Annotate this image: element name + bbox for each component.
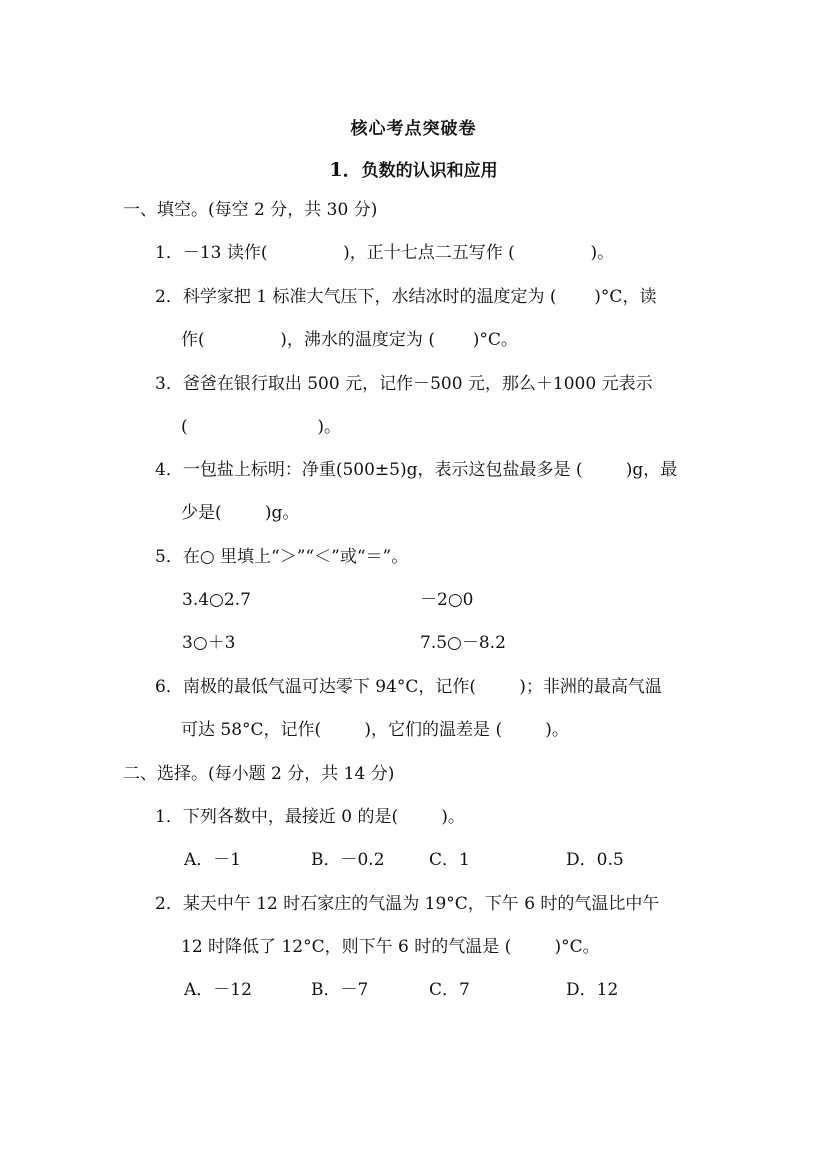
s2-q2-option-d: D．12 bbox=[566, 980, 619, 1000]
s1-question-2-line1: 2．科学家把 1 标准大气压下，水结冰时的温度定为 ( )°C，读 bbox=[155, 287, 657, 307]
s2-q2-option-b: B．－7 bbox=[311, 980, 369, 1000]
s2-question-1: 1．下列各数中，最接近 0 的是( )。 bbox=[155, 807, 465, 827]
s1-question-5-d: 7.5○－8.2 bbox=[420, 633, 506, 653]
s1-question-2-line2: 作( )，沸水的温度定为 ( )°C。 bbox=[181, 330, 518, 350]
s1-question-6-line1: 6．南极的最低气温可达零下 94°C，记作( )；非洲的最高气温 bbox=[155, 677, 662, 697]
s2-question-2-line1: 2．某天中午 12 时石家庄的气温为 19°C，下午 6 时的气温比中午 bbox=[155, 894, 660, 914]
s2-q2-option-c: C．7 bbox=[429, 980, 470, 1000]
s1-question-3-line2: ( )。 bbox=[181, 417, 341, 437]
s1-question-5-b: －2○0 bbox=[420, 590, 474, 610]
section2-heading: 二、选择。(每小题 2 分，共 14 分) bbox=[123, 764, 395, 784]
s1-question-1: 1．－13 读作( )，正十七点二五写作 ( )。 bbox=[155, 243, 615, 263]
s1-question-4-line1: 4．一包盐上标明：净重(500±5)g，表示这包盐最多是 ( )g，最 bbox=[155, 460, 678, 480]
s1-question-4-line2: 少是( )g。 bbox=[181, 503, 300, 523]
section1-heading: 一、填空。(每空 2 分，共 30 分) bbox=[123, 200, 378, 220]
subtitle-text: 负数的认识和应用 bbox=[361, 161, 498, 181]
s2-q1-option-a: A．－1 bbox=[184, 850, 242, 870]
s1-question-3-line1: 3．爸爸在银行取出 500 元，记作－500 元，那么＋1000 元表示 bbox=[155, 374, 653, 394]
s1-question-6-line2: 可达 58°C，记作( )，它们的温差是 ( )。 bbox=[181, 720, 569, 740]
exam-title: 核心考点突破卷 bbox=[350, 119, 477, 139]
exam-subtitle bbox=[0, 155, 827, 182]
s2-q2-option-a: A．－12 bbox=[184, 980, 252, 1000]
s2-q1-option-b: B．－0.2 bbox=[311, 850, 385, 870]
s2-q1-option-c: C．1 bbox=[429, 850, 470, 870]
s1-question-5-c: 3○＋3 bbox=[182, 633, 236, 653]
s2-q1-option-d: D．0.5 bbox=[566, 850, 624, 870]
subtitle-number: 1． bbox=[329, 159, 362, 181]
s2-question-2-line2: 12 时降低了 12°C，则下午 6 时的气温是 ( )°C。 bbox=[181, 937, 600, 957]
s1-question-5-a: 3.4○2.7 bbox=[182, 590, 251, 610]
s1-question-5: 5．在○ 里填上“＞”“＜”或“＝”。 bbox=[155, 547, 409, 567]
